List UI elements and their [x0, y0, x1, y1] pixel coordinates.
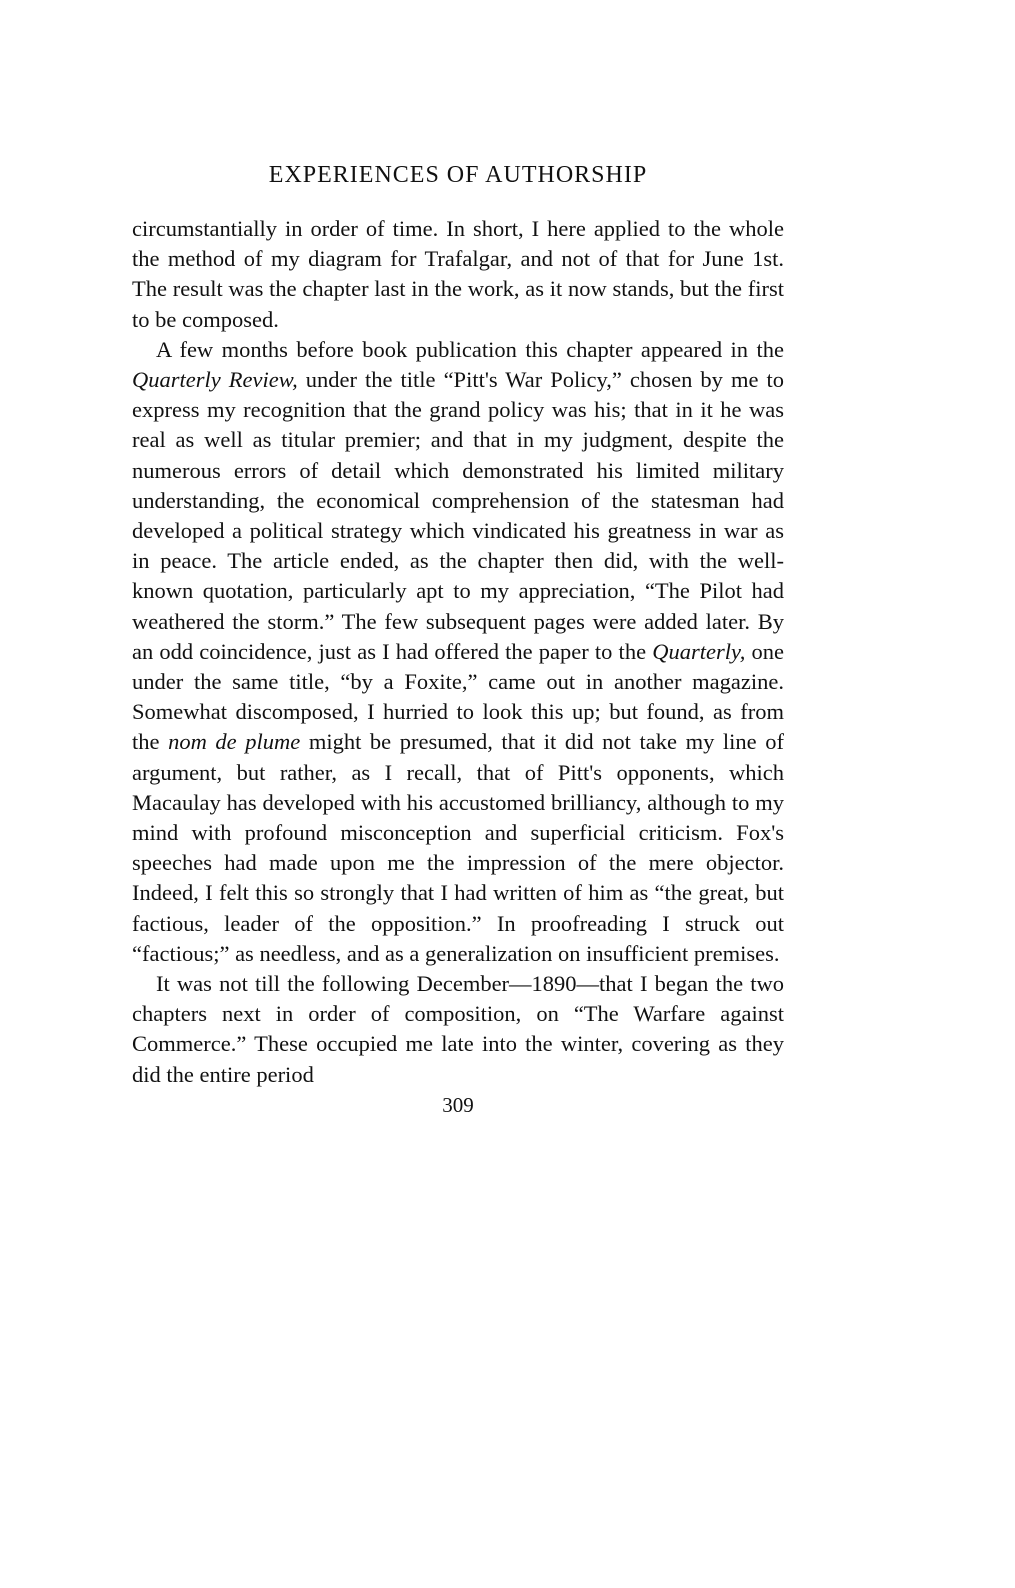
journal-title-quarterly: Quarterly, [652, 638, 746, 664]
paragraph-2-text-a: A few months before book publication this chapter appeared in the [156, 336, 784, 362]
journal-title-quarterly-review: Quarterly Review, [132, 367, 298, 393]
paragraph-2-text-b: under the title “Pitt's War Policy,” chosen by me to express my recognition that the grand policy was his; that in it he was real as well as titular premier; and that in my judgment, despite the numerous errors of detail which demonstrated his limited military understanding, the economical comprehension of the statesman had developed a political strategy which vindicated his greatness in war as in peace. The article ended, as the chapter then did, with the well-known quotation, particularly apt to my appreciation, “The Pilot had weathered the storm.” The few subsequent pages were added later. By an odd coincidence, just as I had offered the paper to the [132, 367, 785, 664]
body-text [132, 214, 784, 1090]
running-head: EXPERIENCES OF AUTHORSHIP [268, 162, 648, 188]
paragraph-1-text: circumstantially in order of time. In short, I here applied to the whole the method of my diagram for Trafalgar, and not of that for June 1st. The result was the chapter last in the work, as it now stands, but the first to be composed. [132, 216, 784, 332]
paragraph-2-text-c: one under the same title, “by a Foxite,” came out in another magazine. Somewhat discomposed, I hurried to look this up; but found, as from the [132, 638, 784, 755]
phrase-nom-de-plume: nom de plume [168, 729, 301, 755]
page-number: 309 [442, 1092, 474, 1117]
book-page [132, 160, 784, 1118]
paragraph-3 [132, 969, 784, 1090]
paragraph-2-text-d: might be presumed, that it did not take my line of argument, but rather, as I recall, that of Pitt's opponents, which Macaulay has developed with his accustomed brilliancy, although to my mind with profound misconception and superficial criticism. Fox's speeches had made upon me the impression of the mere objector. Indeed, I felt this so strongly that I had written of him as “the great, but factious, leader of the opposition.” In proofreading I struck out “factious;” as needless, and as a generalization on insufficient premises. [132, 729, 784, 966]
paragraph-1 [132, 214, 784, 335]
paragraph-3-text: It was not till the following December—1890—that I began the two chapters next in order of composition, on “The Warfare against Commerce.” These occupied me late into the winter, covering as they did the entire period [132, 971, 784, 1087]
paragraph-2 [132, 335, 784, 969]
